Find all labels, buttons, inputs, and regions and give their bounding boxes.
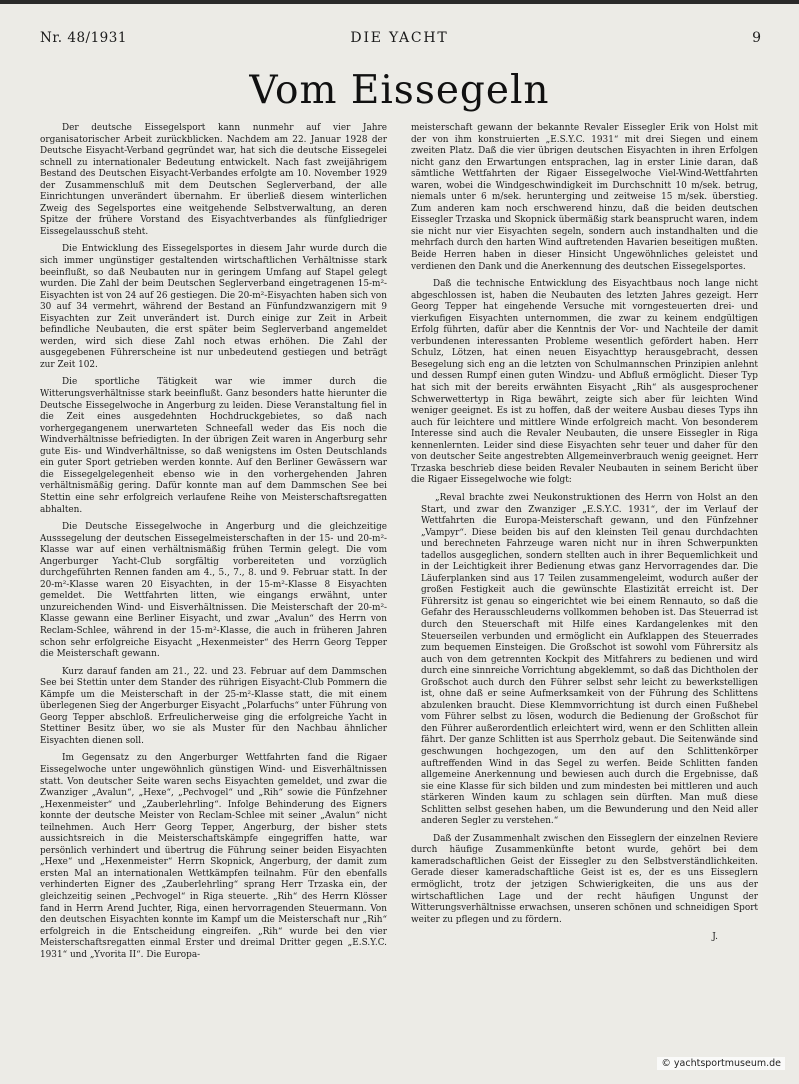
- paragraph: Die sportliche Tätigkeit war wie immer durch die Witterungsverhältnisse stark beeinflußt. Ganz besonders hatte hierunter die Deutsche Eissegelwoche in Angerburg zu leiden. Diese Veranstaltung fiel in die Zeit eines ausgedehnten Hochdruckgebietes, so daß nach vorhergegangenem unerwarteten Schneefall weder das Eis noch die Windverhältnisse befriedigten. In der übrigen Zeit waren in Angerburg sehr gute Eis- und Windverhältnisse, so daß wenigstens im Osten Deutschlands ein guter Sport getrieben werden konnte. Auf den Berliner Gewässern war die Eissegelgelegenheit ebenso wie in den vorhergehenden Jahren verhältnismäßig gering. Dafür konnte man auf dem Dammschen See bei Stettin eine sehr erfolgreich verlaufene Reihe von Meisterschaftsregatten abhalten.: [40, 377, 387, 515]
- page-number: 9: [752, 30, 761, 46]
- quoted-report: „Reval brachte zwei Neukonstruktionen des Herrn von Holst an den Start, und zwar den Zwanziger „E.S.Y.C. 1931“, der im Verlauf der Wettfahrten die Europa-Meisterschaft gewann, und den Fünfzehner „Vampyr“. Diese beiden bis auf den kleinsten Teil genau durchdachten und berechneten Fahrzeuge waren nicht nur in ihren Schwerpunkten tadellos ausgeglichen, sondern stellten auch in ihrer Bequemlichkeit und in der Leichtigkeit ihrer Bedienung etwas ganz Hervorragendes dar. Die Läuferplanken sind aus 17 Teilen zusammengeleimt, wodurch außer der großen Festigkeit auch die gewünschte Elastizität erreicht ist. Der Führersitz ist genau so eingerichtet wie bei einem Rennauto, so daß die Gefahr des Herausschleuderns vollkommen behoben ist. Das Steuerrad ist durch den Steuerschaft mit Hilfe eines Kardangelenkes mit den Steuerseilen verbunden und ermöglicht ein Aufklappen des Steuerrades zum bequemen Einsteigen. Die Großschot ist sowohl vom Führersitz als auch von dem getrennten Kockpit des Mitfahrers zu bedienen und wird durch eine sinnreiche Vorrichtung abgeklemmt, so daß das Dichtholen der Großschot auch durch den Führer selbst sehr leicht zu bewerkstelligen ist, ohne daß er seine Aufmerksamkeit von der Führung des Schlittens abzulenken braucht. Diese Klemmvorrichtung ist durch einen Fußhebel vom Führer selbst zu lösen, wodurch die Bedienung der Großschot für den Führer außerordentlich erleichtert wird, wenn er den Schlitten allein fährt. Der ganze Schlitten ist aus Sperrholz gebaut. Die Seitenwände sind geschwungen hochgezogen, um den auf den Schlittenkörper auftreffenden Wind in das Segel zu werfen. Beide Schlitten fanden allgemeine Anerkennung und bewiesen auch durch die Ergebnisse, daß sie eine Klasse für sich bilden und zum mindesten bei mittleren und auch stärkeren Winden kaum zu schlagen sein dürften. Man muß diese Schlitten selbst gesehen haben, um die Bewunderung und den Neid aller anderen Segler zu verstehen.“: [421, 492, 758, 827]
- copyright-watermark: © yachtsportmuseum.de: [657, 1057, 785, 1070]
- author-signature: J.: [712, 932, 718, 943]
- right-column: [411, 123, 758, 944]
- page-header: [0, 30, 799, 52]
- magazine-title: DIE YACHT: [350, 30, 449, 46]
- paragraph: Daß der Zusammenhalt zwischen den Eisseglern der einzelnen Reviere durch häufige Zusammenkünfte betont wurde, gehört bei dem kameradschaftlichen Geist der Eissegler zu den Selbstverständlichkeiten. Gerade dieser kameradschaftliche Geist ist es, der es uns Eisseglern ermöglicht, trotz der jetzigen Schwierigkeiten, die uns aus der wirtschaftlichen Lage und der recht häufigen Ungunst der Witterungsverhältnisse erwachsen, unseren schönen und schneidigen Sport weiter zu pflegen und zu fördern.: [411, 833, 758, 925]
- paragraph: Die Deutsche Eissegelwoche in Angerburg und die gleichzeitige Ausssegelung der deutschen Eissegelmeisterschaften in der 15- und 20-m²-Klasse war auf einen verhältnismäßig frühen Termin gelegt. Die vom Angerburger Yacht-Club sorgfältig vorbereiteten und vorzüglich durchgeführten Rennen fanden am 4., 5., 7., 8. und 9. Februar statt. In der 20-m²-Klasse waren 20 Eisyachten, in der 15-m²-Klasse 8 Eisyachten gemeldet. Die Wettfahrten litten, wie eingangs erwähnt, unter unzureichenden Wind- und Eisverhältnissen. Die Meisterschaft der 20-m²-Klasse gewann eine Berliner Eisyacht, und zwar „Avalun“ des Herrn von Reclam-Schlee, während in der 15-m²-Klasse, die auch in früheren Jahren schon sehr erfolgreiche Eisyacht „Hexenmeister“ des Herrn Georg Tepper die Meisterschaft gewann.: [40, 522, 387, 660]
- paragraph: meisterschaft gewann der bekannte Revaler Eissegler Erik von Holst mit der von ihm konstruierten „E.S.Y.C. 1931“ mit drei Siegen und einem zweiten Platz. Daß die vier übrigen deutschen Eisyachten in ihren Erfolgen nicht ganz den Erwartungen entsprachen, lag in erster Linie daran, daß sämtliche Wettfahrten der Rigaer Eissegelwoche Viel-Wind-Wettfahrten waren, wobei die Windgeschwindigkeit im Durchschnitt 10 m/sek. betrug, niemals unter 6 m/sek. herunterging und zeitweise 15 m/sek. überstieg. Zum anderen kam noch erschwerend hinzu, daß die beiden deutschen Eissegler Trzaska und Skopnick übermäßig stark beansprucht waren, indem sie nicht nur vier Eisyachten segeln, sondern auch instandhalten und die mehrfach durch den harten Wind auftretenden Havarien beseitigen mußten. Beide Herren haben in dieser Hinsicht Ungewöhnliches geleistet und verdienen den Dank und die Anerkennung des deutschen Eissegelsportes.: [411, 123, 758, 272]
- paragraph: Kurz darauf fanden am 21., 22. und 23. Februar auf dem Dammschen See bei Stettin unter dem Stander des rührigen Eisyacht-Club Pommern die Kämpfe um die Meisterschaft in der 25-m²-Klasse statt, die mit einem überlegenen Sieg der Angerburger Eisyacht „Polarfuchs“ unter Führung von Georg Tepper abschloß. Erfreulicherweise ging die erfolgreiche Yacht in Stettiner Besitz über, wo sie als Muster für den Nachbau ähnlicher Eisyachten dienen soll.: [40, 666, 387, 746]
- page-top-border: [0, 0, 799, 4]
- paragraph: Der deutsche Eissegelsport kann nunmehr auf vier Jahre organisatorischer Arbeit zurückblicken. Nachdem am 22. Januar 1928 der Deutsche Eisyacht-Verband gegründet war, hat sich die deutsche Eissegelei schnell zu internationaler Bedeutung entwickelt. Nach fast zweijährigem Bestand des Deutschen Eisyacht-Verbandes erfolgte am 10. November 1929 der Zusammenschluß mit dem Deutschen Seglerverband, der alle Einrichtungen unverändert übernahm. Er überließ diesem winterlichen Zweig des Segelsportes eine weitgehende Selbstverwaltung, an deren Spitze der frühere Vorstand des Eisyachtverbandes als fünfgliedriger Eissegelausschuß steht.: [40, 123, 387, 237]
- paragraph: Daß die technische Entwicklung des Eisyachtbaus noch lange nicht abgeschlossen ist, haben die Neubauten des letzten Jahres gezeigt. Herr Georg Tepper hat eingehende Versuche mit vorngesteuerten drei- und vierkufigen Eisyachten unternommen, die zwar zu keinem endgültigen Erfolg führten, dafür aber die Kenntnis der Vor- und Nachteile der damit verbundenen interessanten Probleme wesentlich gefördert haben. Herr Schulz, Lötzen, hat einen neuen Eisyachttyp herausgebracht, dessen Besegelung sich eng an die letzten von Schulmannschen Prinzipien anlehnt und dessen Rumpf einen guten Windzu- und Abfluß ermöglicht. Dieser Typ hat sich mit der bereits erwähnten Eisyacht „Rih“ als ausgesprochener Schwerwettertyp in Riga bewährt, zeigte sich aber für leichten Wind weniger geeignet. Es ist zu hoffen, daß der weitere Ausbau dieses Typs ihn auch für leichtere und mittlere Winde erfolgreich macht. Von besonderem Interesse sind auch die Revaler Neubauten, die unsere Eissegler in Riga kennenlernten. Leider sind diese Eisyachten sehr teuer und daher für den von deutscher Seite angestrebten Allgemeinverbrauch wenig geeignet. Herr Trzaska beschrieb diese beiden Revaler Neubauten in seinem Bericht über die Rigaer Eissegelwoche wie folgt:: [411, 279, 758, 486]
- issue-number: Nr. 48/1931: [40, 30, 127, 46]
- paragraph: Im Gegensatz zu den Angerburger Wettfahrten fand die Rigaer Eissegelwoche unter ungewöhnlich günstigen Wind- und Eisverhältnissen statt. Von deutscher Seite waren sechs Eisyachten gemeldet, und zwar die Zwanziger „Avalun“, „Hexe“, „Pechvogel“ und „Rih“ sowie die Fünfzehner „Hexenmeister“ und „Zauberlehrling“. Infolge Behinderung des Eigners konnte der deutsche Meister von Reclam-Schlee mit seiner „Avalun“ nicht teilnehmen. Auch Herr Georg Tepper, Angerburg, der bisher stets aussichtsreich in die Meisterschaftskämpfe eingegriffen hatte, war persönlich verhindert und übertrug die Führung seiner beiden Eisyachten „Hexe“ und „Hexenmeister“ Herrn Skopnick, Angerburg, der damit zum ersten Mal an internationalen Wettkämpfen teilnahm. Für den ebenfalls verhinderten Eigner des „Zauberlehrling“ sprang Herr Trzaska ein, der gleichzeitig seinen „Pechvogel“ in Riga steuerte. „Rih“ des Herrn Klösser fand in Herrn Arend Juchter, Riga, einen hervorragenden Steuermann. Von den deutschen Eisyachten konnte im Kampf um die Meisterschaft nur „Rih“ erfolgreich in die Entscheidung eingreifen. „Rih“ wurde bei den vier Meisterschaftsregatten einmal Erster und dreimal Dritter gegen „E.S.Y.C. 1931“ und „Yvorita II“. Die Europa-: [40, 753, 387, 960]
- paragraph: Die Entwicklung des Eissegelsportes in diesem Jahr wurde durch die sich immer ungünstiger gestaltenden wirtschaftlichen Verhältnisse stark beeinflußt, so daß Neubauten nur in geringem Umfang auf Stapel gelegt wurden. Die Zahl der beim Deutschen Seglerverband eingetragenen 15-m²-Eisyachten ist von 24 auf 26 gestiegen. Die 20-m²-Eisyachten haben sich von 30 auf 34 vermehrt, während der Bestand an Fünfundzwanzigern mit 9 Eisyachten zur Zeit unverändert ist. Durch einige zur Zeit in Arbeit befindliche Neubauten, die erst später beim Seglerverband angemeldet werden, wird sich diese Zahl noch etwas erhöhen. Die Zahl der ausgegebenen Führerscheine ist nur unbedeutend gestiegen und beträgt zur Zeit 102.: [40, 244, 387, 370]
- left-column: [40, 123, 387, 967]
- article-title: Vom Eissegeln: [249, 68, 550, 113]
